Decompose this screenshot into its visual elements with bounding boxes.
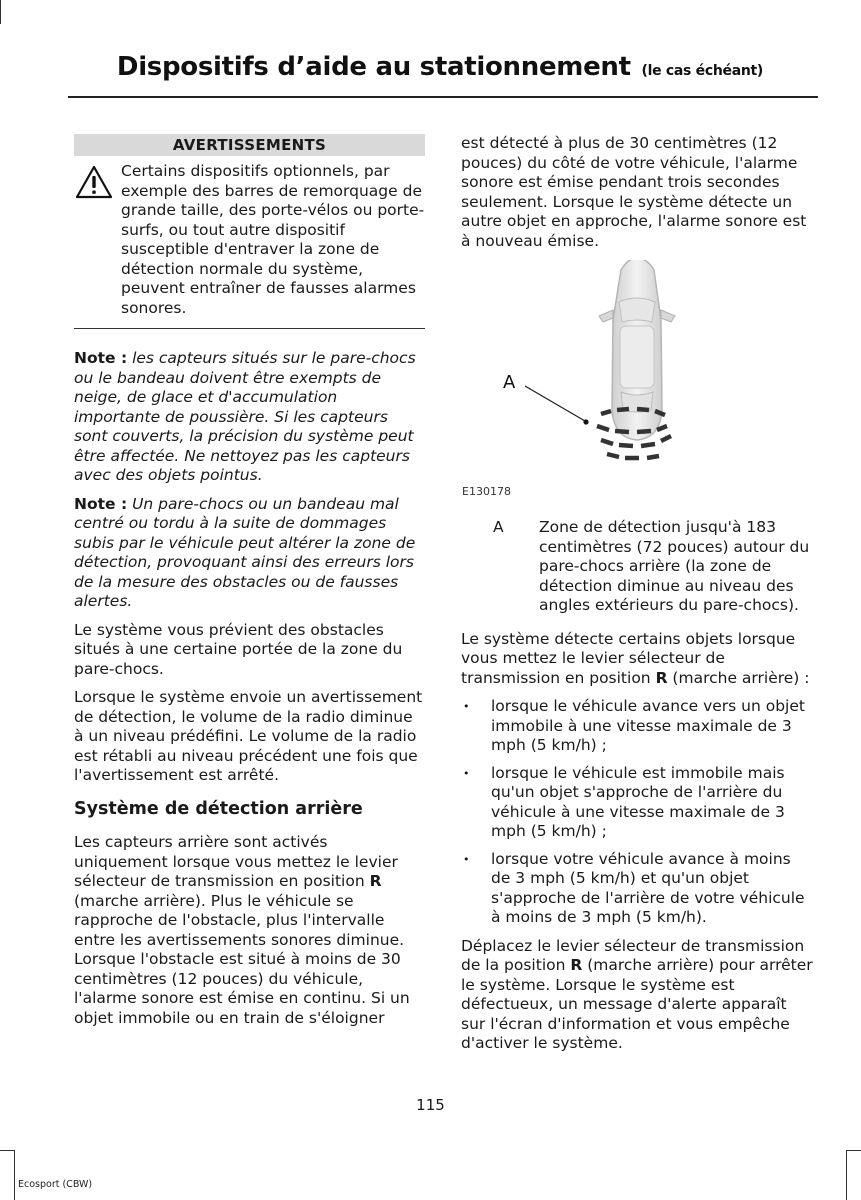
legend-key: A <box>493 518 504 536</box>
figure-label-a: A <box>503 372 516 393</box>
paragraph-rear-sensors <box>74 833 425 1028</box>
crop-mark <box>846 1150 847 1200</box>
note-text: les capteurs situés sur le pare-chocs ou le bandeau doivent être exempts de neige, de glace et d'accumulation importante de poussière. Si les capteurs sont couverts, la précision du système peut être affectée. Ne nettoyez pas les capteurs avec des objets pointus. <box>74 349 416 484</box>
left-column <box>74 134 425 1037</box>
section-title-rear-detection: Système de détection arrière <box>74 798 363 819</box>
text-run: Le système détecte certains objets lorsque vous mettez le levier sélecteur de transmission en position <box>461 629 796 687</box>
text-run: Les capteurs arrière sont activés uniquement lorsque vous mettez le levier sélecteur de transmission en position <box>74 833 398 890</box>
note-text: Un pare-chocs ou un bandeau mal centré ou tordu à la suite de dommages subis par le véhicule peut altérer la zone de détection, provoquant ainsi des erreurs lors de la mesure des obstacles ou de fausses alertes. <box>74 494 416 610</box>
paragraph-deactivate-system <box>461 937 813 1054</box>
detection-conditions-list <box>461 697 813 928</box>
page-title: Dispositifs d’aide au stationnement <box>116 52 631 82</box>
list-item: • lorsque le véhicule est immobile mais qu'un objet s'approche de l'arrière du véhicule à une vitesse maximale de 3 mph (5 km/h) ; <box>461 764 813 842</box>
gear-r-label: R <box>655 668 668 687</box>
header-divider <box>68 96 818 98</box>
crop-mark <box>846 1150 861 1151</box>
note-bumper-misaligned <box>74 495 425 612</box>
footer-model-name: Ecosport (CBW) <box>18 1179 93 1190</box>
page-number: 115 <box>416 1096 445 1114</box>
page-subtitle: (le cas échéant) <box>641 63 763 79</box>
callout-dot <box>583 419 588 424</box>
page-header <box>117 52 763 82</box>
text-run: (marche arrière). Plus le véhicule se rapproche de l'obstacle, plus l'intervalle entre les avertissements sonores diminue. Lorsque l'obstacle est situé à moins de 30 centimètres (12 pouces) du véhicule, l'alarme sonore est émise en continu. Si un objet immobile ou en train de s'éloigner <box>74 891 410 1027</box>
crop-mark <box>0 1150 14 1151</box>
paragraph-side-detection: est détecté à plus de 30 centimètres (12 pouces) du côté de votre véhicule, l'alarme sonore est émise pendant trois secondes seulement. Lorsque le système détecte un autre objet en approche, l'alarme sonore est à nouveau émise. <box>461 134 807 250</box>
warning-heading: AVERTISSEMENTS <box>74 134 425 156</box>
gear-r-label: R <box>570 956 583 974</box>
figure-legend-row <box>461 518 813 616</box>
car-top-view-illustration <box>461 260 813 480</box>
figure-code: E130178 <box>462 485 511 498</box>
note-label: Note : <box>74 349 128 367</box>
crop-mark <box>14 1150 15 1200</box>
note-label: Note : <box>74 494 128 513</box>
text-run: Déplacez le levier sélecteur de transmission de la position <box>461 936 805 974</box>
callout-line <box>525 386 585 421</box>
note-sensors-clean <box>74 349 425 486</box>
text-run: (marche arrière) : <box>667 668 810 687</box>
list-item: • lorsque le véhicule avance vers un objet immobile à une vitesse maximale de 3 mph (5 km/h) ; <box>461 697 813 756</box>
legend-text: Zone de détection jusqu'à 183 centimètres (72 pouces) autour du pare-chocs arrière (la zone de détection diminue au niveau des angles extérieurs du pare-chocs). <box>539 518 810 614</box>
paragraph-detection-conditions <box>461 630 813 689</box>
paragraph-obstacle-warning: Le système vous prévient des obstacles situés à une certaine portée de la zone du pare-chocs. <box>74 620 403 678</box>
warning-text: Certains dispositifs optionnels, par exemple des barres de remorquage de grande taille, des porte-vélos ou porte-surfs, ou tout autre dispositif susceptible d'entraver la zone de détection normale du système, peuvent entraîner de fausses alarmes sonores. <box>121 162 425 317</box>
warning-triangle-icon <box>74 164 114 200</box>
list-item: • lorsque votre véhicule avance à moins de 3 mph (5 km/h) et qu'un objet s'approche de l'arrière de votre véhicule à moins de 3 mph (5 km/h). <box>461 850 813 928</box>
parking-sensor-figure <box>461 260 813 498</box>
text-run: (marche arrière) pour arrêter le système. Lorsque le système est défectueux, un message d'alerte apparaît sur l'écran d'information et vous empêche d'activer le système. <box>461 956 813 1052</box>
gear-r-label: R <box>369 872 382 890</box>
right-column <box>461 134 813 1063</box>
warning-box <box>74 156 425 329</box>
crop-mark <box>0 0 1 24</box>
paragraph-radio-volume: Lorsque le système envoie un avertissement de détection, le volume de la radio diminue à un niveau prédéfini. Le volume de la radio est rétabli au niveau précédent une fois que l'avertissement est arrêté. <box>74 688 423 784</box>
